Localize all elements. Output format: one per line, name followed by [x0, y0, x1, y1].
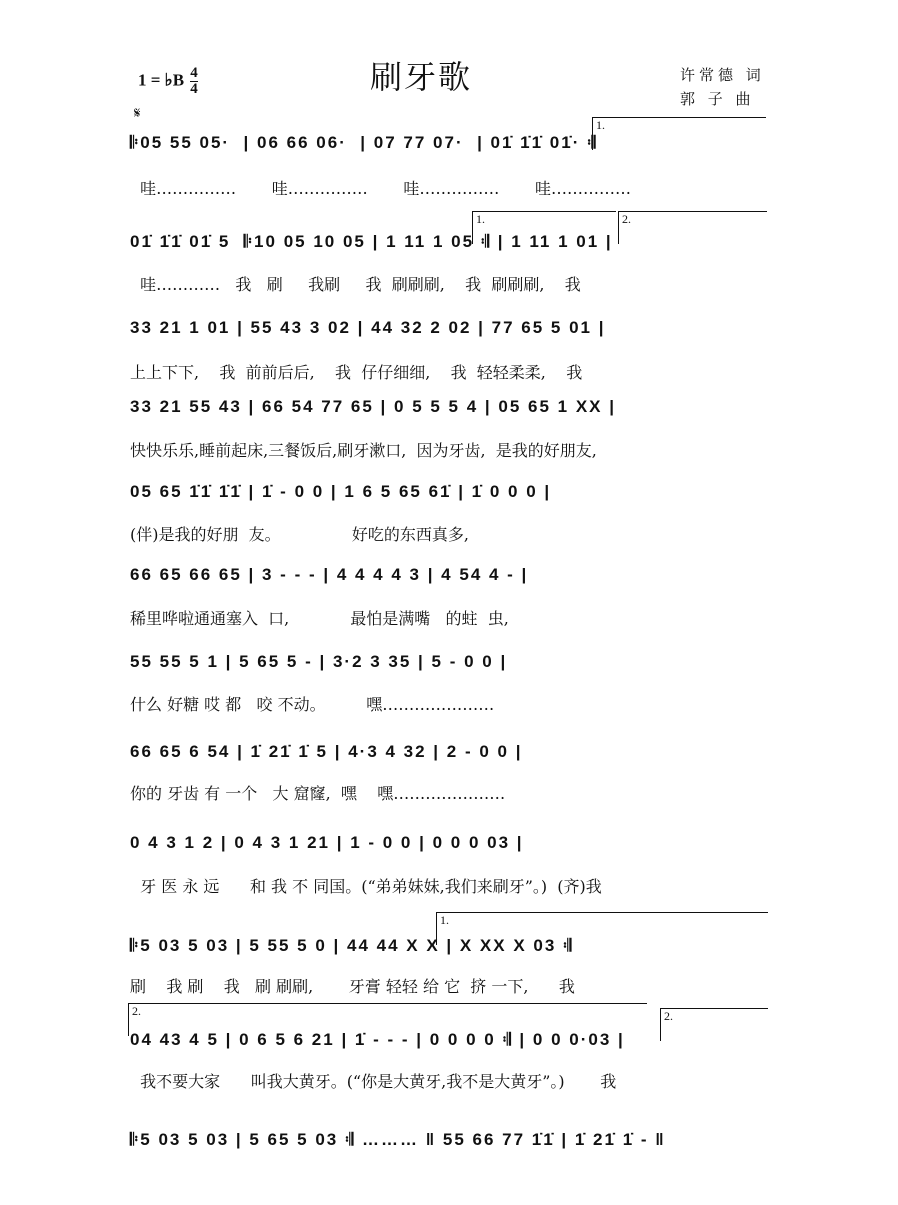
volta-2b: 2. [660, 1008, 768, 1041]
staff-line-6 [130, 565, 770, 591]
notes: 66 65 6 54 | 1̇ 21̇ 1̇ 5 | 4·3 4 32 | 2 - 0 0 | [130, 742, 523, 761]
lyrics-line-5: (伴)是我的好朋 友。 好吃的东西真多, [130, 525, 469, 544]
notes: 0 4 3 1 2 | 0 4 3 1 21 | 1 - 0 0 | 0 0 0 03 | [130, 833, 524, 852]
lyricist-credit: 许常德 词 [680, 66, 765, 84]
notes: 33 21 1 01 | 55 43 3 02 | 44 32 2 02 | 77 65 5 01 | [130, 318, 606, 337]
staff-line-9 [130, 833, 770, 859]
composer-credit: 郭 子 曲 [680, 90, 755, 108]
notes: 33 21 55 43 | 66 54 77 65 | 0 5 5 5 4 | 05 65 1 XX | [130, 397, 616, 416]
key-signature [138, 66, 198, 97]
lyrics-line-2: 哇………… 我 刷 我刷 我 刷刷刷, 我 刷刷刷, 我 [130, 275, 581, 294]
notes: 55 55 5 1 | 5 65 5 - | 3·2 3 35 | 5 - 0 0 | [130, 652, 508, 671]
staff-line-10 [130, 936, 770, 962]
lyrics-line-8: 你的 牙齿 有 一个 大 窟窿, 嘿 嘿………………… [130, 784, 506, 803]
lyrics-line-1: 哇…………… 哇…………… 哇…………… 哇…………… [130, 179, 631, 198]
staff-line-11 [130, 1030, 770, 1056]
song-title: 刷牙歌 [370, 58, 473, 96]
notes: 𝄆05 55 05· | 06 66 06· | 07 77 07· | 01̇ 1̇1̇ 01̇· 𝄇 [130, 133, 598, 152]
lyrics-line-11: 我不要大家 叫我大黄牙。(“你是大黄牙,我不是大黄牙”。) 我 [130, 1072, 617, 1091]
key-label: 1 = ♭B [138, 70, 185, 90]
lyrics-line-10: 刷 我 刷 我 刷 刷刷, 牙膏 轻轻 给 它 挤 一下, 我 [130, 977, 575, 996]
notes: 66 65 66 65 | 3 - - - | 4 4 4 4 3 | 4 54 4 - | [130, 565, 529, 584]
volta-2: 2. [128, 1003, 647, 1036]
notes: 𝄆5 03 5 03 | 5 65 5 03 𝄇 ……… ‖ 55 66 77 1̇1̇ | 1̇ 21̇ 1̇ - ‖ [130, 1130, 666, 1149]
volta-1: 1. [436, 912, 768, 945]
lyrics-line-3: 上上下下, 我 前前后后, 我 仔仔细细, 我 轻轻柔柔, 我 [130, 363, 583, 382]
notes: 01̇ 1̇1̇ 01̇ 5 𝄆10 05 10 05 | 1 11 1 05 𝄇 | 1 11 1 01 | [130, 232, 613, 251]
staff-line-2 [130, 232, 770, 258]
lyrics-line-7: 什么 好糖 哎 都 咬 不动。 嘿………………… [130, 695, 495, 714]
staff-line-5 [130, 482, 770, 508]
volta-1: 1. [592, 117, 766, 150]
volta-2: 2. [618, 211, 767, 244]
notes: 𝄆5 03 5 03 | 5 55 5 0 | 44 44 X X | X XX X 03 𝄇 [130, 936, 574, 955]
segno-icon: 𝄋 [134, 104, 141, 122]
time-signature: $\frac{4}{4}$ [190, 65, 198, 97]
notes: 05 65 1̇1̇ 1̇1̇ | 1̇ - 0 0 | 1 6 5 65 61̇ | 1̇ 0 0 0 | [130, 482, 552, 501]
staff-line-7 [130, 652, 770, 678]
staff-line-1 [130, 133, 770, 159]
staff-line-3 [130, 318, 770, 344]
staff-line-8 [130, 742, 770, 768]
notes: 04 43 4 5 | 0 6 5 6 21 | 1̇ - - - | 0 0 0 0 𝄇 | 0 0 0·03 | [130, 1030, 625, 1049]
staff-line-4 [130, 397, 770, 423]
lyrics-line-9: 牙 医 永 远 和 我 不 同国。(“弟弟妹妹,我们来刷牙”。) (齐)我 [130, 877, 602, 896]
lyrics-line-4: 快快乐乐,睡前起床,三餐饭后,刷牙漱口, 因为牙齿, 是我的好朋友, [130, 441, 597, 460]
staff-line-12 [130, 1130, 770, 1156]
lyrics-line-6: 稀里哗啦通通塞入 口, 最怕是满嘴 的蛀 虫, [130, 609, 509, 628]
volta-1: 1. [472, 211, 616, 244]
